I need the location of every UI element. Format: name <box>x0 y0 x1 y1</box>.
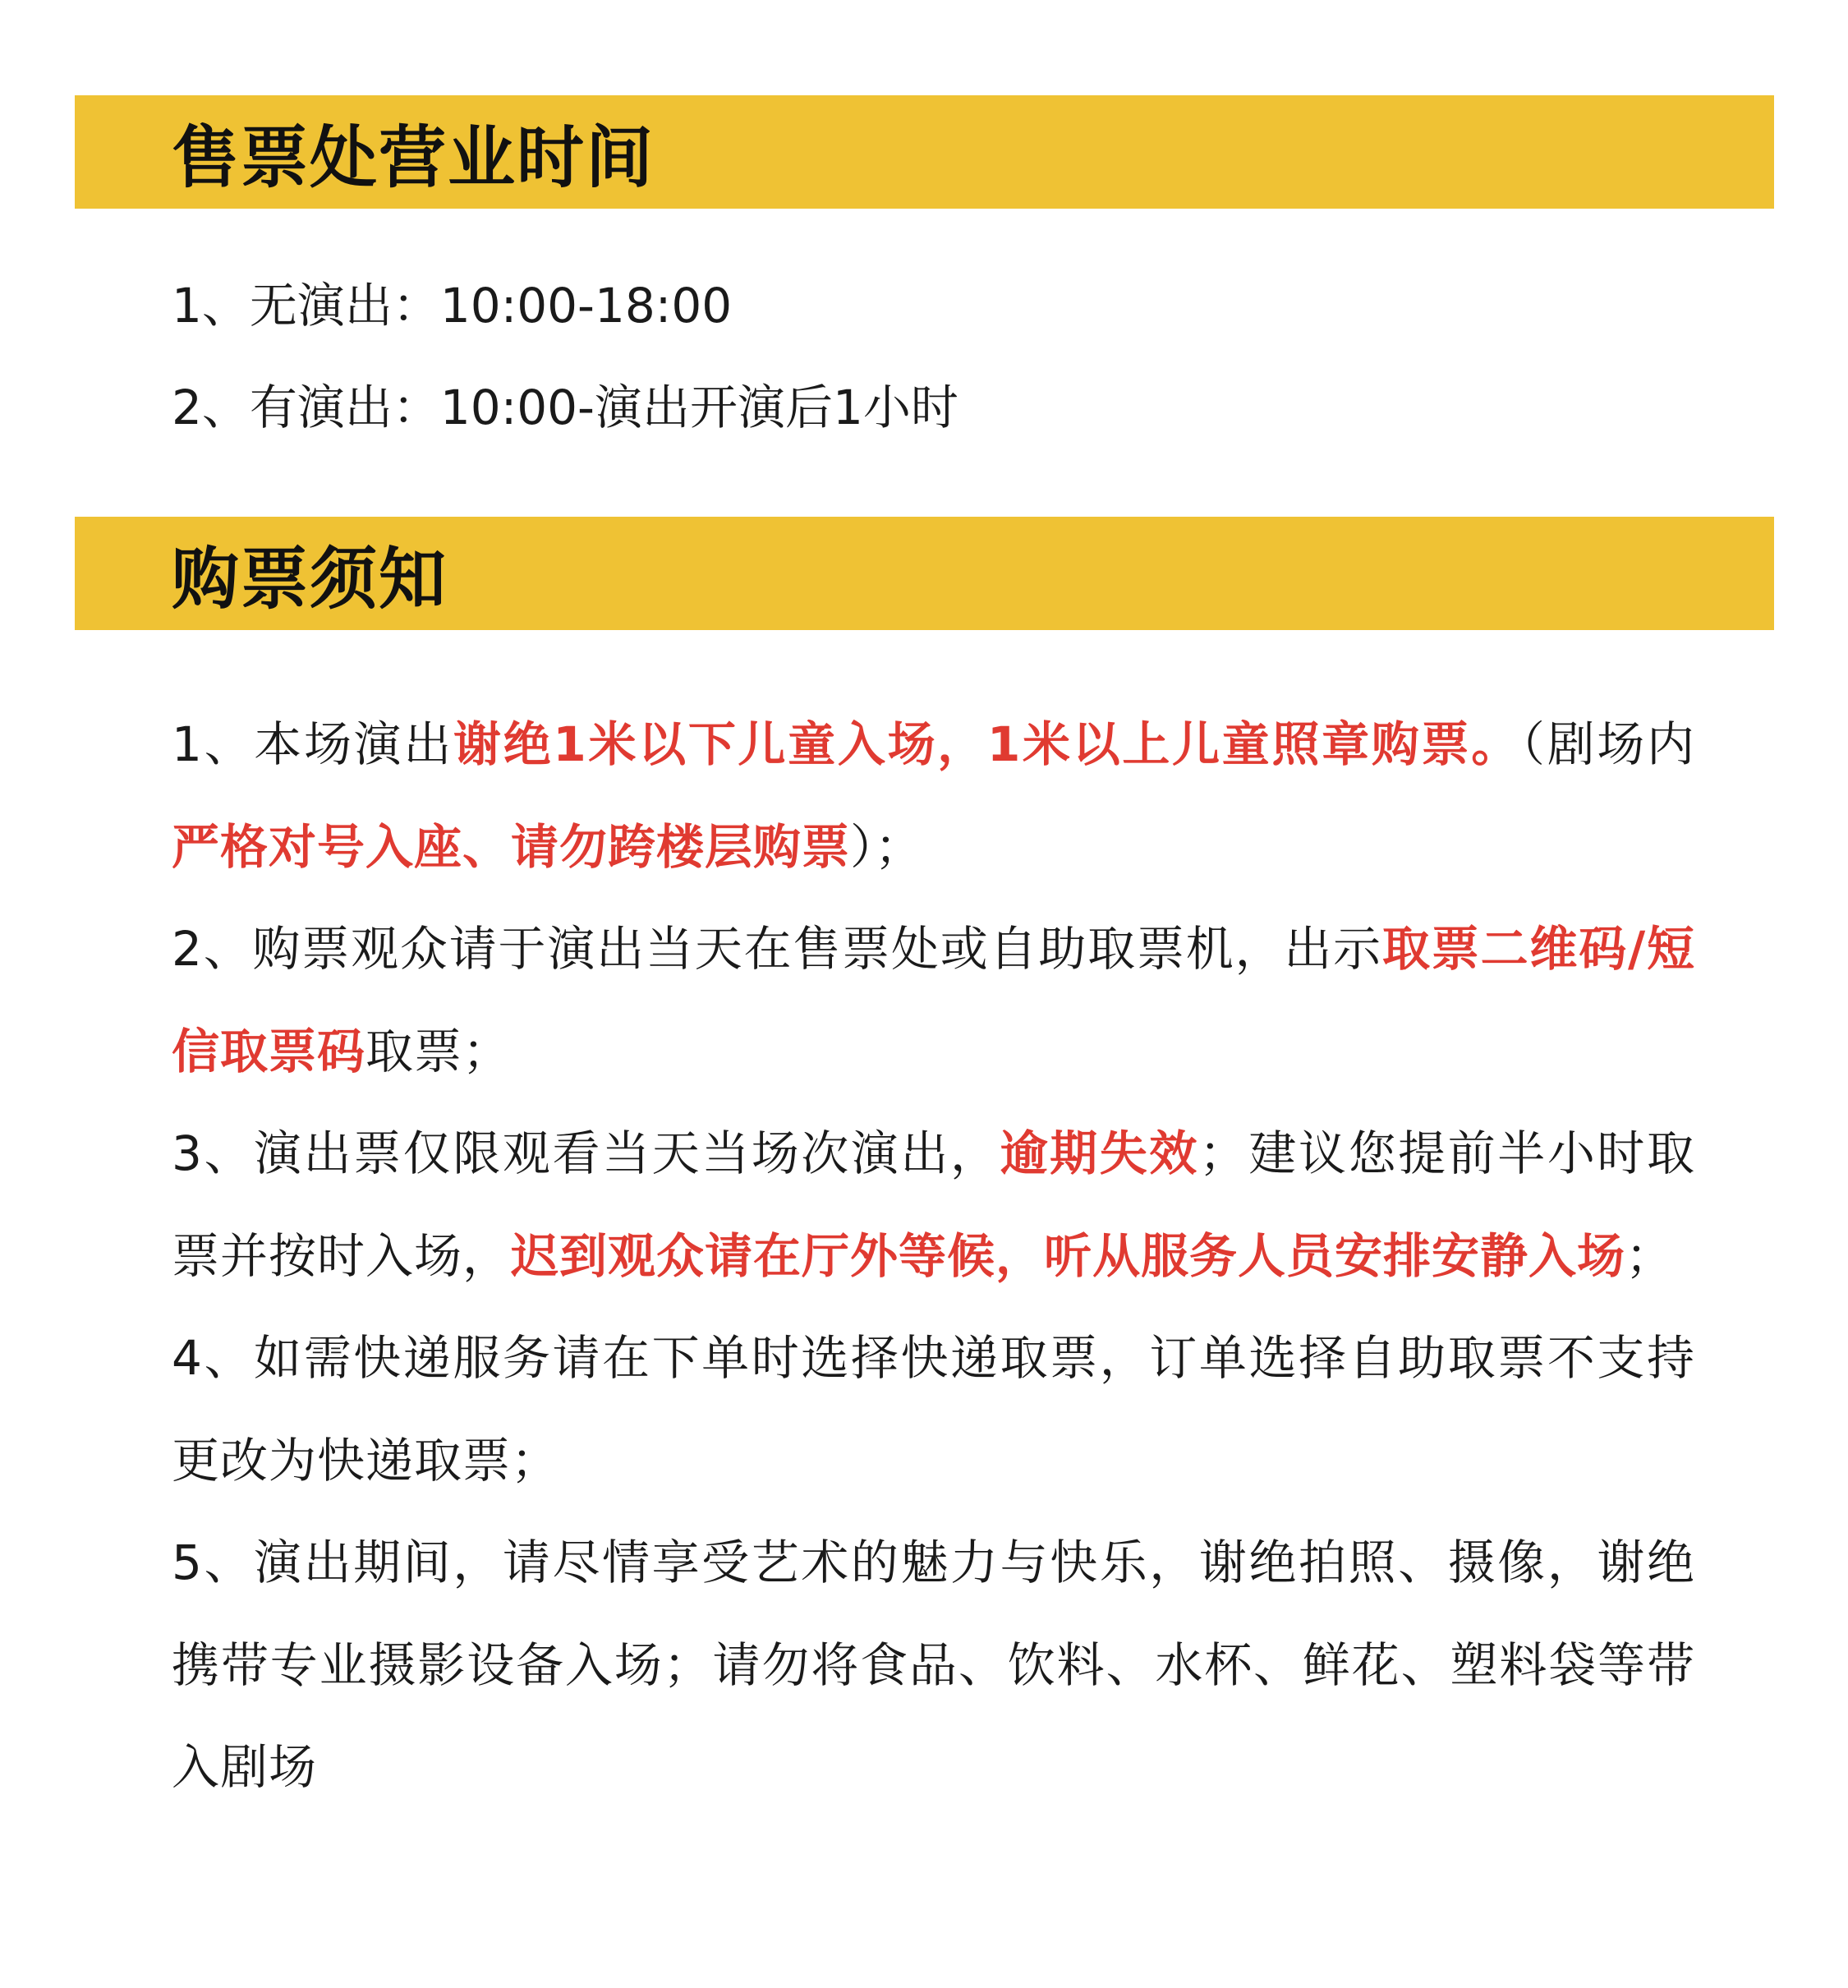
hours-item-no-show: 1、无演出：10:00-18:00 <box>172 278 733 334</box>
notice-text: 2、购票观众请于演出当天在售票处或自助取票机，出示 <box>172 921 1382 977</box>
notice-item-2 <box>172 898 1695 1102</box>
notice-highlight: 逾期失效 <box>1000 1125 1199 1181</box>
hours-list <box>172 255 1732 458</box>
notice-text: ）； <box>850 818 924 875</box>
hours-item-with-show: 2、有演出：10:00-演出开演后1小时 <box>172 380 958 435</box>
notice-highlight: 谢绝1米以下儿童入场，1米以上儿童照章购票。 <box>453 716 1521 772</box>
notice-text: 3、演出票仅限观看当天当场次演出， <box>172 1125 1000 1181</box>
notice-item-3 <box>172 1102 1695 1307</box>
notice-text: ； <box>1625 1227 1675 1284</box>
notice-list <box>172 693 1695 1819</box>
notice-text: 4、如需快递服务请在下单时选择快递取票，订单选择自助取票不支持更改为快递取票； <box>172 1330 1695 1489</box>
notice-text: （剧场内 <box>1520 716 1695 772</box>
notice-text: 5、演出期间，请尽情享受艺术的魅力与快乐，谢绝拍照、摄像，谢绝携带专业摄影设备入场；请勿将食品、饮料、水杯、鲜花、塑料袋等带入剧场 <box>172 1535 1695 1795</box>
notice-highlight: 取票二维码/短信取票码 <box>172 921 1696 1079</box>
notice-item-4 <box>172 1307 1695 1512</box>
section-banner-notice <box>75 517 1774 630</box>
section-title-notice: 购票须知 <box>172 540 448 619</box>
section-banner-hours <box>75 95 1774 209</box>
notice-highlight: 严格对号入座、请勿跨楼层购票 <box>172 818 851 875</box>
notice-text: ；建议您提前半小时取票并按时入场， <box>172 1125 1695 1284</box>
section-title-hours: 售票处营业时间 <box>172 118 655 197</box>
notice-text: 取票； <box>365 1023 512 1079</box>
notice-text: 1、本场演出 <box>172 716 454 772</box>
notice-highlight: 迟到观众请在厅外等候，听从服务人员安排安静入场 <box>511 1227 1626 1284</box>
notice-item-5 <box>172 1512 1695 1819</box>
notice-item-1 <box>172 693 1695 898</box>
